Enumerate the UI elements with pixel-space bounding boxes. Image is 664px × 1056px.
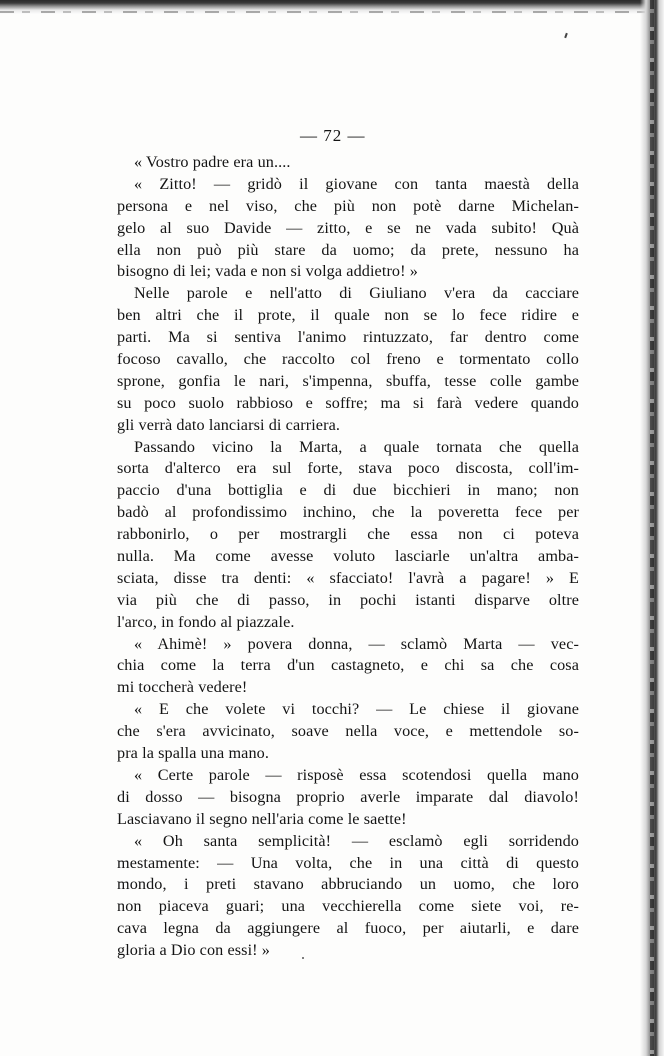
text-line: persona e nel viso, che più non potè darne Michelan- <box>117 196 579 215</box>
text-line: ella non può più stare da uomo; da prete, nessuno ha <box>117 240 579 259</box>
text-line: sorta d'alterco era sul forte, stava poco discosta, coll'im- <box>117 459 579 478</box>
text-line: Nelle parole e nell'atto di Giuliano v'era da cacciare <box>134 284 579 303</box>
text-line: « Vostro padre era un.... <box>134 153 291 171</box>
text-line: sprone, gonfia le nari, s'impenna, sbuffa, tesse colle gambe <box>117 371 579 390</box>
text-line: « E che volete vi tocchi? — Le chiese il giovane <box>134 700 579 719</box>
page-number: — 72 — <box>300 126 366 145</box>
text-line: mondo, i preti stavano abbruciando un uomo, che loro <box>117 875 579 894</box>
scan-speck <box>564 33 568 38</box>
text-line: gelo al suo Davide — zitto, e se ne vada subito! Quà <box>117 218 579 237</box>
text-line: « Certe parole — risposè essa scotendosi quella mano <box>134 765 579 784</box>
text-line: sciata, disse tra denti: « sfacciato! l'avrà a pagare! » E <box>117 568 579 587</box>
text-line: paccio d'una bottiglia e di due bicchieri in mano; non <box>117 481 579 500</box>
text-line: via più che di passo, in pochi istanti disparve oltre <box>117 590 579 609</box>
text-line: rabbonirlo, o per mostrargli che essa non ci poteva <box>117 525 579 544</box>
text-line: cava legna da aggiungere al fuoco, per aiutarli, e dare <box>117 919 579 938</box>
text-line: mestamente: — Una volta, che in una città di questo <box>117 853 579 872</box>
text-line: Passando vicino la Marta, a quale tornata che quella <box>134 437 579 456</box>
text-line: parti. Ma si sentiva l'animo rintuzzato, far dentro come <box>117 328 579 347</box>
text-line: che s'era avvicinato, soave nella voce, e mettendole so- <box>117 722 579 741</box>
text-line: focoso cavallo, che raccolto col freno e tormentato collo <box>117 350 579 369</box>
body-text <box>117 152 579 962</box>
text-line: chia come la terra d'un castagneto, e chi sa che cosa <box>117 656 579 675</box>
text-line: su poco suolo rabbioso e soffre; ma si farà vedere quando <box>117 393 579 412</box>
scan-top-edge <box>0 0 664 14</box>
text-line: gli verrà dato lanciarsi di carriera. <box>117 415 341 434</box>
text-line: l'arco, in fondo al piazzale. <box>117 612 295 631</box>
text-line: di dosso — bisogna proprio averle imparate dal diavolo! <box>117 787 579 806</box>
text-line: nulla. Ma come avesse voluto lasciarle un'altra amba- <box>117 547 579 566</box>
text-line: bisogno di lei; vada e non si volga addietro! » <box>117 262 418 281</box>
text-line: Lasciavano il segno nell'aria come le saette! <box>117 809 407 828</box>
text-line: « Ahimè! » povera donna, — sclamò Marta — vec- <box>134 634 579 653</box>
text-line: non piaceva guari; una vecchierella come siete voi, re- <box>117 897 579 916</box>
scan-right-edge <box>640 0 664 1056</box>
text-line: ben altri che il prote, il quale non se lo fece ridire e <box>117 306 579 325</box>
text-line: gloria a Dio con essi! » <box>117 941 270 960</box>
text-line: « Oh santa semplicità! — esclamò egli sorridendo <box>134 831 579 850</box>
text-line: « Zitto! — gridò il giovane con tanta maestà della <box>134 174 579 193</box>
text-line: mi toccherà vedere! <box>117 678 248 697</box>
text-line: pra la spalla una mano. <box>117 744 269 763</box>
text-line: badò al profondissimo inchino, che la poveretta fece per <box>117 503 579 522</box>
